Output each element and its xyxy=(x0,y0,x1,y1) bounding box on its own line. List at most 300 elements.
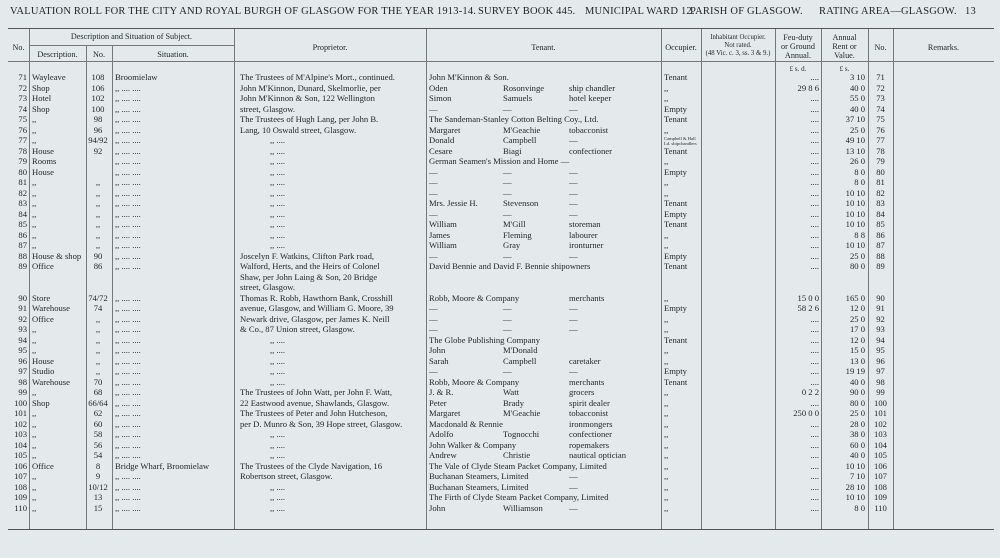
proprietor-ditto: ,, .... xyxy=(270,366,286,376)
row-number: 74 xyxy=(18,103,27,114)
row-number: 86 xyxy=(18,229,27,240)
row-tenant-surname: — xyxy=(503,303,512,313)
row-tenant-surname: Rosonvinge xyxy=(503,82,545,93)
row-number: 75 xyxy=(18,114,27,124)
row-situation: ,, .... .... xyxy=(115,397,141,408)
col-proprietor: Proprietor. xyxy=(312,43,348,52)
row-description: ,, xyxy=(32,408,37,418)
row-description: Office xyxy=(32,313,54,324)
row-feu-duty: .... xyxy=(810,166,819,177)
row-number: 94 xyxy=(18,334,27,345)
row-tenant-surname: Tognocchi xyxy=(503,429,540,439)
row-tenant-first: Andrew xyxy=(429,450,457,460)
row-number-right: 92 xyxy=(876,313,885,324)
proprietor-ditto: ,, .... xyxy=(270,376,286,387)
column-rule xyxy=(112,45,113,529)
proprietor-ditto: ,, .... xyxy=(270,334,286,345)
row-number: 101 xyxy=(14,408,27,418)
row-feu-duty: .... xyxy=(810,366,819,376)
row-street-number: 8 xyxy=(95,460,101,471)
row-tenant-first: Margaret xyxy=(429,124,461,135)
row-occupier: Tenant xyxy=(664,219,688,229)
row-tenant-trade: — xyxy=(569,135,578,145)
row-tenant-trade: tobacconist xyxy=(569,124,609,135)
row-description: ,, xyxy=(32,324,37,334)
row-number: 109 xyxy=(14,492,27,502)
row-situation: ,, .... .... xyxy=(115,240,141,250)
row-annual-rent: 12 0 xyxy=(849,303,865,313)
row-feu-duty: .... xyxy=(810,156,819,166)
row-description: ,, xyxy=(32,439,37,450)
row-number-right: 88 xyxy=(876,250,885,261)
row-number-right: 81 xyxy=(876,177,885,187)
proprietor-line: avenue, Glasgow, and William G. Moore, 39 xyxy=(240,303,394,313)
row-tenant-surname: Christie xyxy=(503,450,531,460)
row-situation: ,, .... .... xyxy=(115,93,141,103)
row-tenant-first: Donald xyxy=(429,135,455,145)
col-rent xyxy=(821,33,868,60)
proprietor-line: per D. Munro & Son, 39 Hope street, Glasgow. xyxy=(240,418,403,429)
row-description: ,, xyxy=(32,418,37,429)
row-feu-duty: .... xyxy=(810,324,819,334)
row-annual-rent: 55 0 xyxy=(849,93,865,103)
row-street-number: ,, xyxy=(95,334,101,345)
row-street-number: 102 xyxy=(91,93,105,103)
row-description: House & shop xyxy=(32,250,82,261)
row-description: Store xyxy=(32,292,51,303)
proprietor-line: & Co., 87 Union street, Glasgow. xyxy=(240,324,355,334)
row-occupier: Empty xyxy=(664,208,687,219)
row-annual-rent: 49 10 xyxy=(845,135,865,145)
row-number: 104 xyxy=(14,439,27,450)
row-tenant-first: — xyxy=(429,303,438,313)
row-occupier: Tenant xyxy=(664,261,688,271)
proprietor-ditto: ,, .... xyxy=(270,156,286,166)
row-number-right: 77 xyxy=(876,135,885,145)
row-occupier: Tenant xyxy=(664,72,688,82)
row-annual-rent: 10 10 xyxy=(845,219,865,229)
row-annual-rent: 60 0 xyxy=(849,439,865,450)
column-rule xyxy=(661,29,662,529)
row-situation: ,, .... .... xyxy=(115,114,141,124)
row-number-right: 106 xyxy=(874,460,887,471)
row-situation: ,, .... .... xyxy=(115,187,141,198)
row-occupier: ,, xyxy=(664,292,669,303)
row-annual-rent: 19 19 xyxy=(845,366,865,376)
row-occupier: Empty xyxy=(664,303,687,313)
row-annual-rent: 26 0 xyxy=(849,156,865,166)
row-number-right: 95 xyxy=(876,345,885,355)
row-feu-duty: .... xyxy=(810,481,819,492)
row-occupier: Empty xyxy=(664,250,687,261)
proprietor-line: Walford, Herts, and the Heirs of Colonel xyxy=(240,261,380,271)
proprietor-ditto: ,, .... xyxy=(270,345,286,355)
row-tenant-first: — xyxy=(429,208,438,219)
row-annual-rent: 13 0 xyxy=(849,355,865,366)
row-situation: ,, .... .... xyxy=(115,502,141,513)
row-tenant-trade: — xyxy=(569,198,578,208)
row-tenant-first: Buchanan Steamers, Limited xyxy=(429,471,529,481)
row-situation: ,, .... .... xyxy=(115,250,141,261)
row-number-right: 110 xyxy=(874,502,887,513)
proprietor-line: street, Glasgow. xyxy=(240,103,296,114)
row-number-right: 80 xyxy=(876,166,885,177)
row-situation: Broomielaw xyxy=(115,72,158,82)
col-desc-no: No. xyxy=(92,50,106,59)
proprietor-ditto: ,, .... xyxy=(270,208,286,219)
row-tenant-surname: Watt xyxy=(503,387,520,397)
row-tenant-trade: — xyxy=(569,313,578,324)
row-situation: Bridge Wharf, Broomielaw xyxy=(115,460,210,471)
row-annual-rent: 8 0 xyxy=(854,502,865,513)
municipal-ward: MUNICIPAL WARD 12. xyxy=(585,6,695,17)
row-occupier: ,, xyxy=(664,397,669,408)
row-description: Studio xyxy=(32,366,55,376)
row-tenant-first: Robb, Moore & Company xyxy=(429,292,520,303)
row-street-number: 60 xyxy=(93,418,103,429)
row-description: Hotel xyxy=(32,93,52,103)
row-description: ,, xyxy=(32,219,37,229)
page-header xyxy=(0,4,1000,20)
row-number-right: 82 xyxy=(876,187,885,198)
proprietor-ditto: ,, .... xyxy=(270,240,286,250)
row-tenant-trade: ironturner xyxy=(569,240,604,250)
row-feu-duty: .... xyxy=(810,471,819,481)
row-number: 103 xyxy=(14,429,27,439)
row-annual-rent: 13 10 xyxy=(845,145,865,156)
row-feu-duty: .... xyxy=(810,135,819,145)
rent-line-2: Rent or xyxy=(832,42,857,51)
col-tenant: Tenant. xyxy=(531,43,556,52)
row-number: 82 xyxy=(18,187,27,198)
row-feu-duty: .... xyxy=(810,219,819,229)
row-number: 83 xyxy=(18,198,27,208)
row-tenant-first: German Seamen's Mission and Home — xyxy=(429,156,570,166)
row-tenant-first: — xyxy=(429,166,438,177)
row-tenant-first: John xyxy=(429,345,446,355)
row-occupier: Empty xyxy=(664,103,687,114)
row-number: 99 xyxy=(18,387,27,397)
row-feu-duty: .... xyxy=(810,124,819,135)
row-number: 90 xyxy=(18,292,27,303)
row-tenant-surname: Campbell xyxy=(503,135,537,145)
row-annual-rent: 25 0 xyxy=(849,250,865,261)
feu-line-3: Annual. xyxy=(784,51,812,60)
proprietor-ditto: ,, .... xyxy=(270,481,286,492)
row-number-right: 104 xyxy=(874,439,887,450)
row-tenant-trade: — xyxy=(569,177,578,187)
row-feu-duty: 29 8 6 xyxy=(797,82,819,93)
row-situation: ,, .... .... xyxy=(115,408,141,418)
row-situation: ,, .... .... xyxy=(115,208,141,219)
row-number: 77 xyxy=(18,135,27,145)
row-number-right: 91 xyxy=(876,303,885,313)
row-occupier: ,, xyxy=(664,502,669,513)
row-tenant-surname: M'Geachie xyxy=(503,408,541,418)
proprietor-line: 22 Eastwood avenue, Shawlands, Glasgow. xyxy=(240,397,390,408)
row-description: ,, xyxy=(32,114,37,124)
row-occupier: Campbell & Hall Ld. shipchandlers xyxy=(664,136,697,146)
row-occupier: ,, xyxy=(664,156,669,166)
row-tenant-surname: — xyxy=(503,324,512,334)
row-occupier: Tenant xyxy=(664,376,688,387)
row-number-right: 98 xyxy=(876,376,885,387)
row-annual-rent: 25 0 xyxy=(849,313,865,324)
row-description: ,, xyxy=(32,387,37,397)
row-street-number: ,, xyxy=(95,345,101,355)
col-occupier: Occupier. xyxy=(665,43,697,52)
row-tenant-first: Margaret xyxy=(429,408,461,418)
row-feu-duty: 58 2 6 xyxy=(797,303,819,313)
row-number: 95 xyxy=(18,345,27,355)
row-description: ,, xyxy=(32,240,37,250)
row-number-right: 87 xyxy=(876,240,885,250)
row-number: 110 xyxy=(14,502,27,513)
proprietor-ditto: ,, .... xyxy=(270,166,286,177)
row-feu-duty: .... xyxy=(810,460,819,471)
row-description: Wayleave xyxy=(32,72,66,82)
row-number: 73 xyxy=(18,93,27,103)
row-feu-duty: .... xyxy=(810,198,819,208)
row-number-right: 72 xyxy=(876,82,885,93)
row-tenant-first: The Sandeman-Stanley Cotton Belting Coy., Ltd. xyxy=(429,114,599,124)
row-occupier: ,, xyxy=(664,345,669,355)
row-number-right: 103 xyxy=(874,429,887,439)
row-situation: ,, .... .... xyxy=(115,124,141,135)
row-number: 89 xyxy=(18,261,27,271)
proprietor-ditto: ,, .... xyxy=(270,219,286,229)
row-tenant-surname: — xyxy=(503,187,512,198)
row-number-right: 108 xyxy=(874,481,887,492)
row-situation: ,, .... .... xyxy=(115,166,141,177)
row-street-number: 13 xyxy=(93,492,103,502)
row-description: House xyxy=(32,166,54,177)
valuation-table xyxy=(8,28,994,530)
row-tenant-trade: hotel keeper xyxy=(569,93,612,103)
row-description: Warehouse xyxy=(32,303,70,313)
row-occupier: ,, xyxy=(664,324,669,334)
proprietor-ditto: ,, .... xyxy=(270,135,286,145)
row-occupier: ,, xyxy=(664,418,669,429)
row-number: 102 xyxy=(14,418,27,429)
row-number: 72 xyxy=(18,82,27,93)
row-street-number: 86 xyxy=(93,261,103,271)
row-number: 98 xyxy=(18,376,27,387)
row-description: Warehouse xyxy=(32,376,70,387)
row-tenant-trade: — xyxy=(569,208,578,219)
row-situation: ,, .... .... xyxy=(115,334,141,345)
row-occupier: ,, xyxy=(664,229,669,240)
row-tenant-first: William xyxy=(429,240,457,250)
row-number-right: 96 xyxy=(876,355,885,366)
row-tenant-first: — xyxy=(429,177,438,187)
row-tenant-first: John M'Kinnon & Son. xyxy=(429,72,509,82)
row-number: 91 xyxy=(18,303,27,313)
proprietor-ditto: ,, .... xyxy=(270,229,286,240)
row-tenant-surname: Fleming xyxy=(503,229,532,240)
row-number: 107 xyxy=(14,471,27,481)
row-tenant-trade: — xyxy=(569,481,578,492)
row-situation: ,, .... .... xyxy=(115,103,141,114)
row-description: ,, xyxy=(32,177,37,187)
row-street-number: ,, xyxy=(95,324,101,334)
row-tenant-surname: — xyxy=(503,250,512,261)
proprietor-ditto: ,, .... xyxy=(270,145,286,156)
row-situation: ,, .... .... xyxy=(115,82,141,93)
roll-title: VALUATION ROLL FOR THE CITY AND ROYAL BURGH OF GLASGOW FOR THE YEAR 1913-14. xyxy=(10,6,477,17)
row-street-number: 58 xyxy=(93,429,103,439)
row-tenant-first: Oden xyxy=(429,82,448,93)
proprietor-line: The Trustees of M'Alpine's Mort., continued. xyxy=(240,72,395,82)
row-annual-rent: 8 0 xyxy=(854,166,865,177)
row-street-number: 90 xyxy=(93,250,103,261)
row-tenant-surname: Campbell xyxy=(503,355,537,366)
row-situation: ,, .... .... xyxy=(115,345,141,355)
col-no: No. xyxy=(12,43,25,52)
row-number: 105 xyxy=(14,450,27,460)
row-situation: ,, .... .... xyxy=(115,439,141,450)
row-tenant-first: The Vale of Clyde Steam Packet Company, Limited xyxy=(429,460,607,471)
row-tenant-first: John xyxy=(429,502,446,513)
row-annual-rent: 10 10 xyxy=(845,492,865,502)
row-occupier: ,, xyxy=(664,429,669,439)
row-number: 79 xyxy=(18,156,27,166)
row-occupier: ,, xyxy=(664,439,669,450)
proprietor-line: The Trustees of John Watt, per John F. Watt, xyxy=(240,387,393,397)
row-tenant-surname: — xyxy=(503,166,512,177)
row-annual-rent: 40 0 xyxy=(849,376,865,387)
row-tenant-surname: Williamson xyxy=(503,502,543,513)
row-tenant-trade: — xyxy=(569,187,578,198)
row-annual-rent: 40 0 xyxy=(849,82,865,93)
row-feu-duty: .... xyxy=(810,492,819,502)
row-annual-rent: 12 0 xyxy=(849,334,865,345)
row-description: House xyxy=(32,145,54,156)
row-tenant-trade: — xyxy=(569,366,578,376)
proprietor-line: The Trustees of the Clyde Navigation, 16 xyxy=(240,460,383,471)
row-feu-duty: 15 0 0 xyxy=(797,292,819,303)
row-feu-duty: .... xyxy=(810,261,819,271)
row-tenant-first: James xyxy=(429,229,451,240)
row-number-right: 99 xyxy=(876,387,885,397)
row-tenant-trade: — xyxy=(569,250,578,261)
row-description: ,, xyxy=(32,124,37,135)
row-street-number: 54 xyxy=(93,450,103,460)
row-annual-rent: 25 0 xyxy=(849,124,865,135)
row-street-number: 98 xyxy=(93,114,103,124)
row-tenant-trade: confectioner xyxy=(569,429,612,439)
inhabitant-line-2: Not rated. xyxy=(724,42,752,49)
row-feu-duty: .... xyxy=(810,240,819,250)
row-description: ,, xyxy=(32,135,37,145)
row-tenant-trade: — xyxy=(569,471,578,481)
row-feu-duty: .... xyxy=(810,177,819,187)
row-street-number: ,, xyxy=(95,177,101,187)
row-description: ,, xyxy=(32,229,37,240)
row-situation: ,, .... .... xyxy=(115,387,141,397)
group-rule xyxy=(29,45,234,46)
row-tenant-trade: grocers xyxy=(569,387,595,397)
row-tenant-first: Robb, Moore & Company xyxy=(429,376,520,387)
row-tenant-first: John Walker & Company xyxy=(429,439,517,450)
page-number: 13 xyxy=(965,6,976,17)
proprietor-ditto: ,, .... xyxy=(270,450,286,460)
row-occupier: ,, xyxy=(664,408,669,418)
row-street-number: ,, xyxy=(95,313,101,324)
row-situation: ,, .... .... xyxy=(115,324,141,334)
row-annual-rent: 37 10 xyxy=(845,114,865,124)
row-situation: ,, .... .... xyxy=(115,303,141,313)
row-number-right: 75 xyxy=(876,114,885,124)
row-occupier: Empty xyxy=(664,366,687,376)
row-feu-duty: .... xyxy=(810,93,819,103)
row-occupier: ,, xyxy=(664,481,669,492)
row-feu-duty: .... xyxy=(810,229,819,240)
row-occupier: ,, xyxy=(664,82,669,93)
row-description: ,, xyxy=(32,345,37,355)
row-situation: ,, .... .... xyxy=(115,261,141,271)
row-feu-duty: .... xyxy=(810,439,819,450)
row-number-right: 78 xyxy=(876,145,885,156)
row-occupier: ,, xyxy=(664,240,669,250)
row-number: 84 xyxy=(18,208,27,219)
row-street-number: ,, xyxy=(95,187,101,198)
row-tenant-trade: — xyxy=(569,166,578,177)
col-remarks: Remarks. xyxy=(927,43,960,52)
row-number-right: 86 xyxy=(876,229,885,240)
row-tenant-surname: Stevenson xyxy=(503,198,539,208)
row-situation: ,, .... .... xyxy=(115,355,141,366)
row-street-number: 92 xyxy=(93,145,103,156)
proprietor-line: Thomas R. Robb, Hawthorn Bank, Crosshill xyxy=(240,292,393,303)
row-feu-duty: 250 0 0 xyxy=(793,408,819,418)
row-number-right: 84 xyxy=(876,208,885,219)
row-tenant-first: — xyxy=(429,250,438,261)
row-tenant-trade: — xyxy=(569,103,578,114)
row-tenant-surname: — xyxy=(503,366,512,376)
row-tenant-surname: Brady xyxy=(503,397,525,408)
row-situation: ,, .... .... xyxy=(115,198,141,208)
row-tenant-trade: — xyxy=(569,502,578,513)
row-situation: ,, .... .... xyxy=(115,481,141,492)
row-annual-rent: 7 10 xyxy=(849,471,865,481)
row-description: ,, xyxy=(32,481,37,492)
row-occupier: ,, xyxy=(664,93,669,103)
row-occupier: ,, xyxy=(664,387,669,397)
row-number-right: 71 xyxy=(876,72,885,82)
proprietor-ditto: ,, .... xyxy=(270,492,286,502)
column-rule xyxy=(234,29,235,529)
row-street-number: ,, xyxy=(95,366,101,376)
row-number-right: 79 xyxy=(876,156,885,166)
row-description: ,, xyxy=(32,429,37,439)
row-number: 100 xyxy=(14,397,27,408)
parish: PARISH OF GLASGOW. xyxy=(690,6,803,17)
row-annual-rent: 17 0 xyxy=(849,324,865,334)
row-number-right: 101 xyxy=(874,408,887,418)
proprietor-ditto: ,, .... xyxy=(270,502,286,513)
row-occupier: ,, xyxy=(664,450,669,460)
row-annual-rent: 80 0 xyxy=(849,261,865,271)
row-tenant-trade: ship chandler xyxy=(569,82,616,93)
row-street-number: 100 xyxy=(91,103,105,114)
row-situation: ,, .... .... xyxy=(115,418,141,429)
row-street-number: ,, xyxy=(95,240,101,250)
row-situation: ,, .... .... xyxy=(115,429,141,439)
row-annual-rent: 3 10 xyxy=(849,72,865,82)
row-tenant-trade: caretaker xyxy=(569,355,601,366)
row-feu-duty: .... xyxy=(810,313,819,324)
